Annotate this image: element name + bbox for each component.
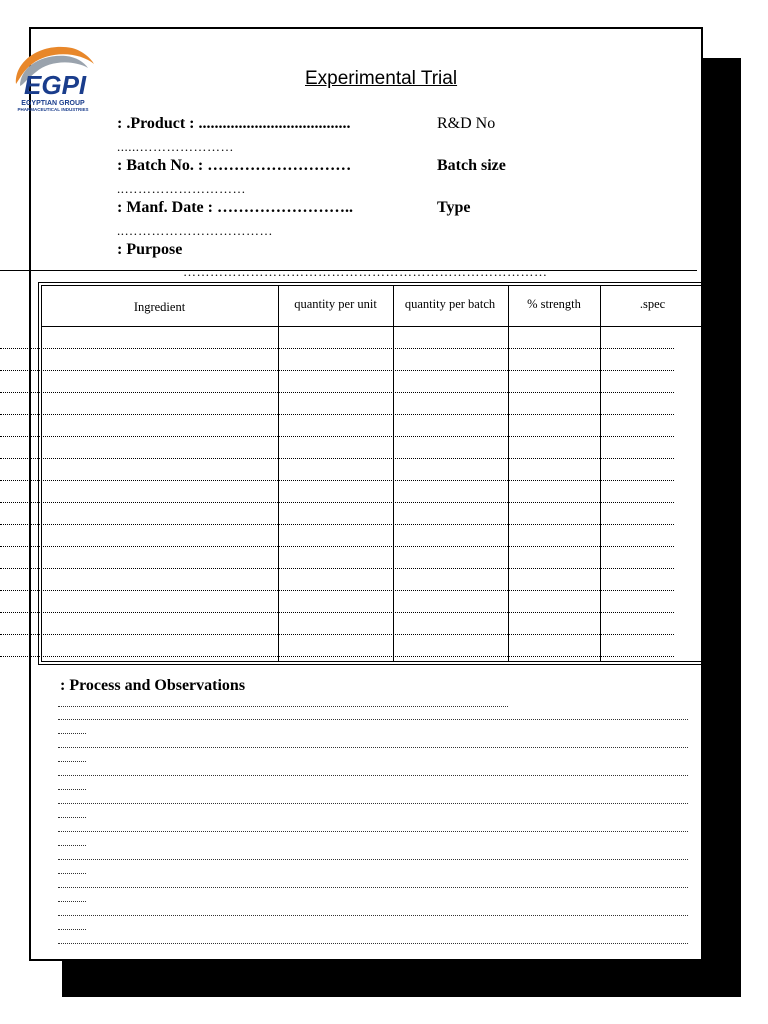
table-row[interactable]: [0, 590, 674, 591]
process-line[interactable]: [58, 915, 688, 916]
col-header-qty-batch: quantity per batch: [404, 297, 496, 311]
process-line-short[interactable]: [58, 845, 86, 846]
table-row[interactable]: [0, 502, 674, 503]
process-line[interactable]: [58, 831, 688, 832]
egpi-logo-icon: [10, 42, 96, 100]
table-row[interactable]: [0, 348, 674, 349]
batch-size-label: Batch size: [437, 157, 506, 174]
type-label: Type: [437, 199, 471, 216]
col-divider: [393, 285, 394, 662]
product-field[interactable]: : .Product : ......................................: [117, 115, 351, 132]
table-row[interactable]: [0, 568, 674, 569]
process-line[interactable]: [58, 943, 688, 944]
col-divider: [508, 285, 509, 662]
process-line[interactable]: [58, 803, 688, 804]
table-row[interactable]: [0, 524, 674, 525]
rd-no-label: R&D No: [437, 115, 496, 132]
table-row[interactable]: [0, 458, 674, 459]
process-line[interactable]: [58, 706, 508, 707]
process-line-short[interactable]: [58, 929, 86, 930]
table-row[interactable]: [0, 612, 674, 613]
purpose-field[interactable]: : Purpose: [117, 241, 183, 258]
process-line-short[interactable]: [58, 761, 86, 762]
process-title: : Process and Observations: [60, 677, 246, 694]
col-divider: [600, 285, 601, 662]
col-header-spec: .spec: [639, 297, 666, 311]
table-row[interactable]: [0, 634, 674, 635]
col-header-strength: % strength: [527, 297, 581, 311]
manf-date-field[interactable]: : Manf. Date : ……………………..: [117, 199, 353, 216]
process-line-short[interactable]: [58, 817, 86, 818]
col-header-qty-unit: quantity per unit: [294, 297, 377, 311]
process-line[interactable]: [58, 775, 688, 776]
page-title: Experimental Trial: [305, 68, 458, 89]
process-line[interactable]: [58, 887, 688, 888]
table-row[interactable]: [0, 414, 674, 415]
table-header-divider: [41, 326, 705, 327]
table-row[interactable]: [0, 656, 674, 657]
process-line[interactable]: [58, 719, 688, 720]
svg-text:EGPI: EGPI: [24, 70, 87, 100]
process-line-short[interactable]: [58, 901, 86, 902]
logo-group-text: EGYPTIAN GROUP: [21, 100, 85, 107]
ingredients-table-inner: [41, 285, 705, 662]
product-field-cont: ......…………………: [117, 139, 234, 154]
table-row[interactable]: [0, 392, 674, 393]
process-line-short[interactable]: [58, 873, 86, 874]
manf-date-field-cont: ..……………………………: [117, 223, 273, 238]
batch-no-field[interactable]: : Batch No. : ………………………: [117, 157, 352, 174]
table-row[interactable]: [0, 436, 674, 437]
process-line-short[interactable]: [58, 733, 86, 734]
table-row[interactable]: [0, 546, 674, 547]
egpi-logo: [10, 42, 96, 117]
table-row[interactable]: [0, 480, 674, 481]
process-line[interactable]: [58, 747, 688, 748]
col-header-ingredient: Ingredient: [133, 300, 186, 314]
logo-sub-text: PHARMACEUTICAL INDUSTRIES: [17, 107, 89, 112]
process-line[interactable]: [58, 859, 688, 860]
header-divider: [0, 270, 697, 271]
col-divider: [278, 285, 279, 662]
purpose-dots: ………………………………………………………………………: [183, 264, 548, 279]
process-line-short[interactable]: [58, 789, 86, 790]
table-row[interactable]: [0, 370, 674, 371]
batch-no-field-cont: ..………………………: [117, 181, 246, 196]
